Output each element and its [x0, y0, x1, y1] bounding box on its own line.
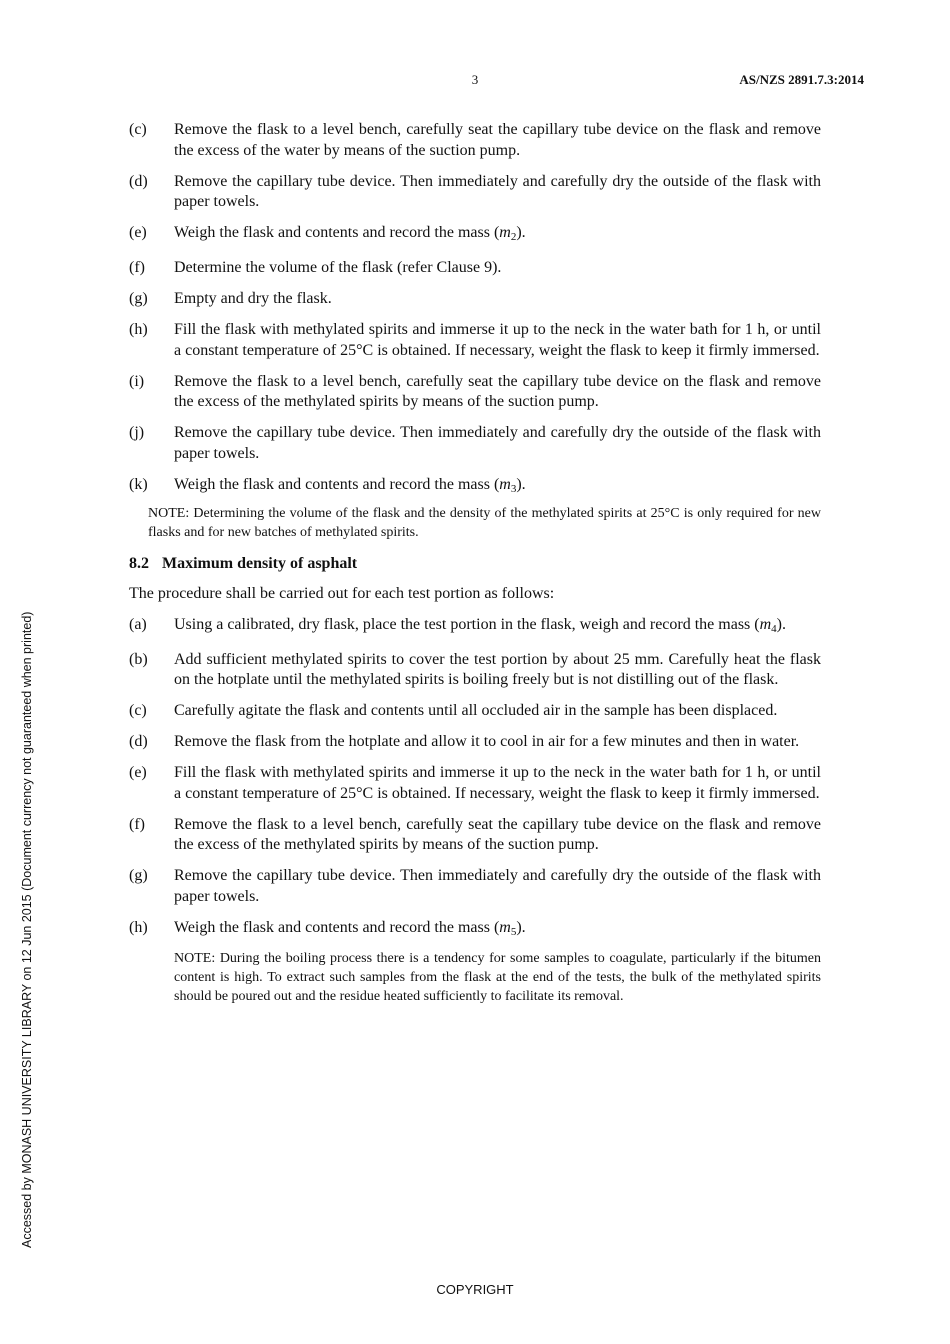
list-item — [129, 289, 821, 310]
document-code: AS/NZS 2891.7.3:2014 — [739, 72, 864, 87]
item-text: Fill the flask with methylated spirits and immerse it up to the neck in the water bath for 1 h, or until a constant temperature of 25°C is obtained. If necessary, weight the flask to keep it firmly immersed. — [174, 764, 821, 802]
list-item — [129, 172, 821, 213]
item-label: (f) — [129, 815, 145, 833]
note: NOTE: Determining the volume of the flask and the density of the methylated spirits at 25°C is only required for new flasks and for new batches of methylated spirits. — [148, 505, 821, 540]
mass-variable: m — [499, 224, 511, 241]
item-label: (f) — [129, 259, 145, 276]
mass-variable: m — [759, 615, 772, 633]
item-text: Remove the flask from the hotplate and allow it to cool in air for a few minutes and then in water. — [174, 733, 800, 750]
item-text: Add sufficient methylated spirits to cover the test portion by about 25 mm. Carefully heat the flask on the hotplate until the methylated spirits is boiling freely but is not distilling out of the flask. — [174, 650, 821, 688]
item-text: Empty and dry the flask. — [174, 290, 332, 307]
list-item — [129, 320, 821, 361]
list-item — [129, 701, 821, 722]
text-segment: ). — [516, 224, 526, 241]
item-label: (j) — [129, 424, 145, 441]
list-item — [129, 815, 821, 856]
item-label: (k) — [129, 475, 148, 493]
list-item — [129, 732, 821, 753]
item-label: (a) — [129, 615, 147, 633]
item-label: (e) — [129, 764, 147, 781]
page-content — [129, 120, 821, 1018]
list-item — [129, 475, 821, 500]
item-text — [174, 615, 821, 640]
text-segment: ). — [516, 475, 526, 493]
mass-subscript: 4 — [771, 622, 777, 635]
text-segment: Weigh the flask and contents and record the mass ( — [174, 224, 500, 241]
item-label: (c) — [129, 121, 147, 138]
mass-variable: m — [499, 918, 511, 936]
mass-subscript: 5 — [510, 925, 517, 938]
item-text: Remove the capillary tube device. Then immediately and carefully dry the outside of the flask with paper towels. — [174, 867, 821, 905]
access-watermark: Accessed by MONASH UNIVERSITY LIBRARY on 12 Jun 2015 (Document currency not guaranteed when printed) — [20, 611, 34, 1248]
section-number: 8.2 — [129, 554, 149, 572]
text-segment: ). — [516, 918, 526, 936]
item-label: (g) — [129, 290, 148, 307]
mass-subscript: 3 — [510, 482, 517, 495]
list-item — [129, 866, 821, 907]
item-label: (g) — [129, 867, 148, 884]
item-text: Remove the flask to a level bench, carefully seat the capillary tube device on the flask and remove the excess of the water by means of the suction pump. — [174, 121, 821, 159]
text-segment: Weigh the flask and contents and record the mass ( — [174, 475, 500, 493]
text-segment: Using a calibrated, dry flask, place the test portion in the flask, weigh and record the mass ( — [174, 615, 760, 633]
note: NOTE: During the boiling process there is a tendency for some samples to coagulate, particularly if the bitumen content is high. To extract such samples from the flask at the end of the tests, the bulk of the methylated spirits should be poured out and the residue heated sufficiently to facilitate its removal. — [174, 950, 821, 1004]
item-text: Carefully agitate the flask and contents until all occluded air in the sample has been displaced. — [174, 702, 778, 719]
item-text — [174, 223, 821, 248]
list-item — [129, 258, 821, 279]
copyright-footer: COPYRIGHT — [436, 1282, 514, 1297]
item-label: (c) — [129, 702, 147, 719]
item-label: (d) — [129, 733, 148, 750]
text-segment: Weigh the flask and contents and record the mass ( — [174, 918, 500, 936]
list-item — [129, 615, 821, 640]
mass-subscript: 2 — [510, 231, 517, 243]
item-text: Remove the flask to a level bench, carefully seat the capillary tube device on the flask and remove the excess of the methylated spirits by means of the suction pump. — [174, 372, 821, 410]
item-label: (h) — [129, 918, 148, 936]
item-label: (e) — [129, 224, 147, 241]
page-number: 3 — [471, 72, 479, 87]
item-text — [174, 475, 821, 500]
list-item — [129, 650, 821, 691]
list-item — [129, 918, 821, 943]
item-text: Remove the flask to a level bench, carefully seat the capillary tube device on the flask and remove the excess of the methylated spirits by means of the suction pump. — [174, 815, 821, 853]
list-item — [129, 763, 821, 804]
item-label: (d) — [129, 172, 148, 190]
item-text: Fill the flask with methylated spirits and immerse it up to the neck in the water bath for 1 h, or until a constant temperature of 25°C is obtained. If necessary, weight the flask to keep it firmly immersed. — [174, 321, 821, 359]
list-item — [129, 120, 821, 161]
section-intro: The procedure shall be carried out for each test portion as follows: — [129, 584, 555, 602]
item-text: Remove the capillary tube device. Then immediately and carefully dry the outside of the flask with paper towels. — [174, 424, 821, 462]
item-label: (b) — [129, 650, 148, 668]
item-text: Determine the volume of the flask (refer Clause 9). — [174, 259, 502, 276]
section-title: Maximum density of asphalt — [162, 554, 358, 572]
list-item — [129, 372, 821, 413]
text-segment: ). — [776, 615, 786, 633]
item-label: (i) — [129, 372, 145, 390]
item-text — [174, 918, 821, 943]
item-text: Remove the capillary tube device. Then immediately and carefully dry the outside of the flask with paper towels. — [174, 172, 821, 210]
list-item — [129, 423, 821, 464]
section-heading — [129, 554, 821, 574]
list-item — [129, 223, 821, 248]
item-label: (h) — [129, 321, 148, 338]
mass-variable: m — [499, 475, 511, 493]
